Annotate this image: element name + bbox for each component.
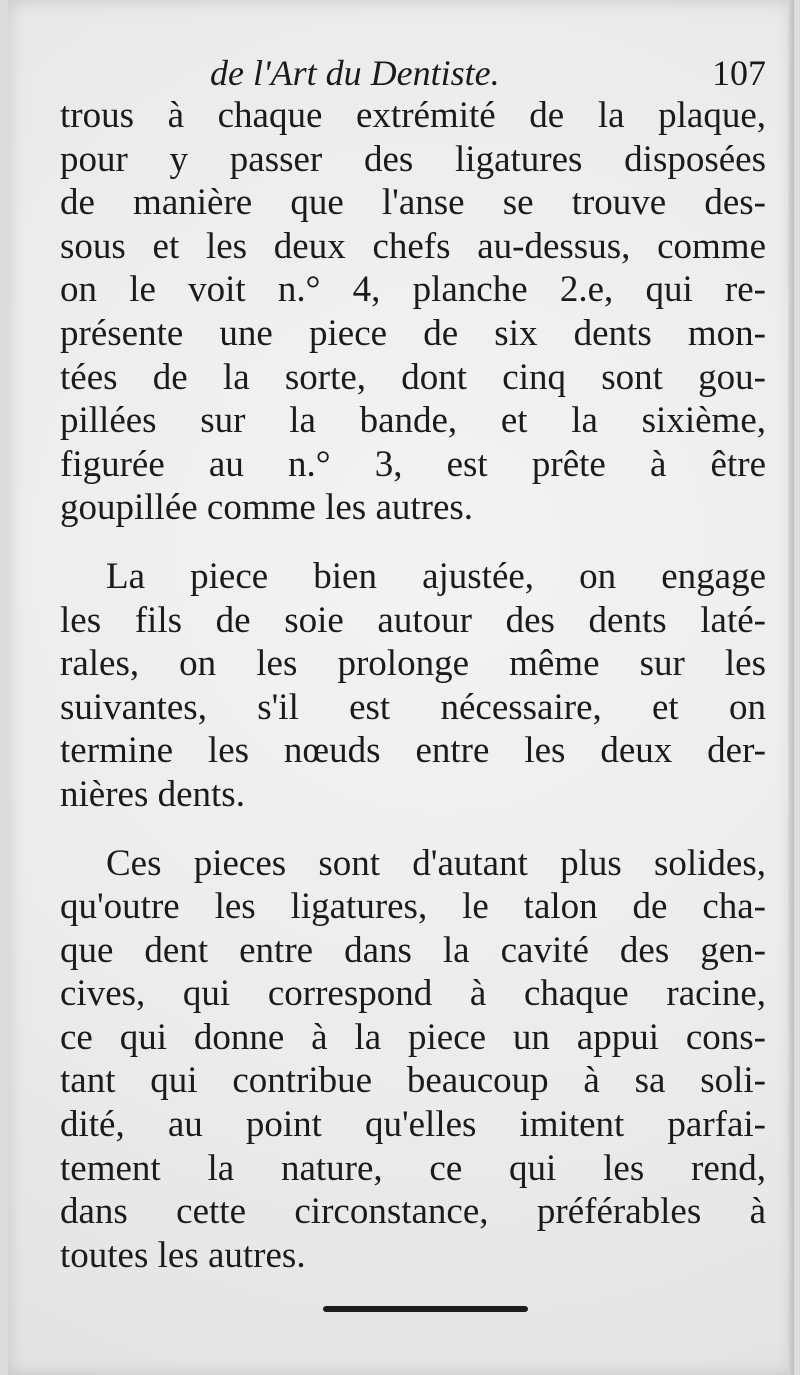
text-line: goupillée comme les autres. xyxy=(60,487,474,529)
paragraph-3 xyxy=(60,842,766,1278)
text-line: les fils de soie autour des dents laté- xyxy=(60,599,766,641)
text-line: pour y passer des ligatures disposées xyxy=(60,138,766,180)
text-line: de manière que l'anse se trouve des- xyxy=(60,182,766,224)
paragraph-2 xyxy=(60,555,766,817)
text-line: dité, au point qu'elles imitent parfai- xyxy=(60,1104,766,1146)
ornamental-rule xyxy=(323,1306,528,1312)
text-line: qu'outre les ligatures, le talon de cha- xyxy=(60,886,766,928)
text-line: tement la nature, ce qui les rend, xyxy=(60,1147,766,1189)
text-line: La piece bien ajustée, on engage xyxy=(106,555,766,597)
text-line: pillées sur la bande, et la sixième, xyxy=(60,400,766,442)
page-header xyxy=(60,48,770,98)
running-title: de l'Art du Dentiste. xyxy=(210,53,500,93)
paragraph-1 xyxy=(60,94,766,530)
body-text xyxy=(60,94,766,1302)
text-line: rales, on les prolonge même sur les xyxy=(60,643,766,685)
text-line: dans cette circonstance, préférables à xyxy=(60,1191,766,1233)
text-line: tées de la sorte, dont cinq sont gou- xyxy=(60,356,766,398)
text-line: figurée au n.° 3, est prête à être xyxy=(60,443,766,485)
text-line: que dent entre dans la cavité des gen- xyxy=(60,929,766,971)
text-line: toutes les autres. xyxy=(60,1234,306,1276)
text-line: présente une piece de six dents mon- xyxy=(60,312,766,354)
text-line: on le voit n.° 4, planche 2.e, qui re- xyxy=(60,269,766,311)
text-line: sous et les deux chefs au-dessus, comme xyxy=(60,225,766,267)
text-line: termine les nœuds entre les deux der- xyxy=(60,730,766,772)
text-line: cives, qui correspond à chaque racine, xyxy=(60,973,766,1015)
page-number: 107 xyxy=(712,53,766,93)
text-line: ce qui donne à la piece un appui cons- xyxy=(60,1016,766,1058)
text-line: tant qui contribue beaucoup à sa soli- xyxy=(60,1060,766,1102)
book-page xyxy=(8,0,794,1375)
text-line: nières dents. xyxy=(60,773,245,815)
text-line: Ces pieces sont d'autant plus solides, xyxy=(106,842,766,884)
text-line: trous à chaque extrémité de la plaque, xyxy=(60,95,766,136)
text-line: suivantes, s'il est nécessaire, et on xyxy=(60,686,766,728)
